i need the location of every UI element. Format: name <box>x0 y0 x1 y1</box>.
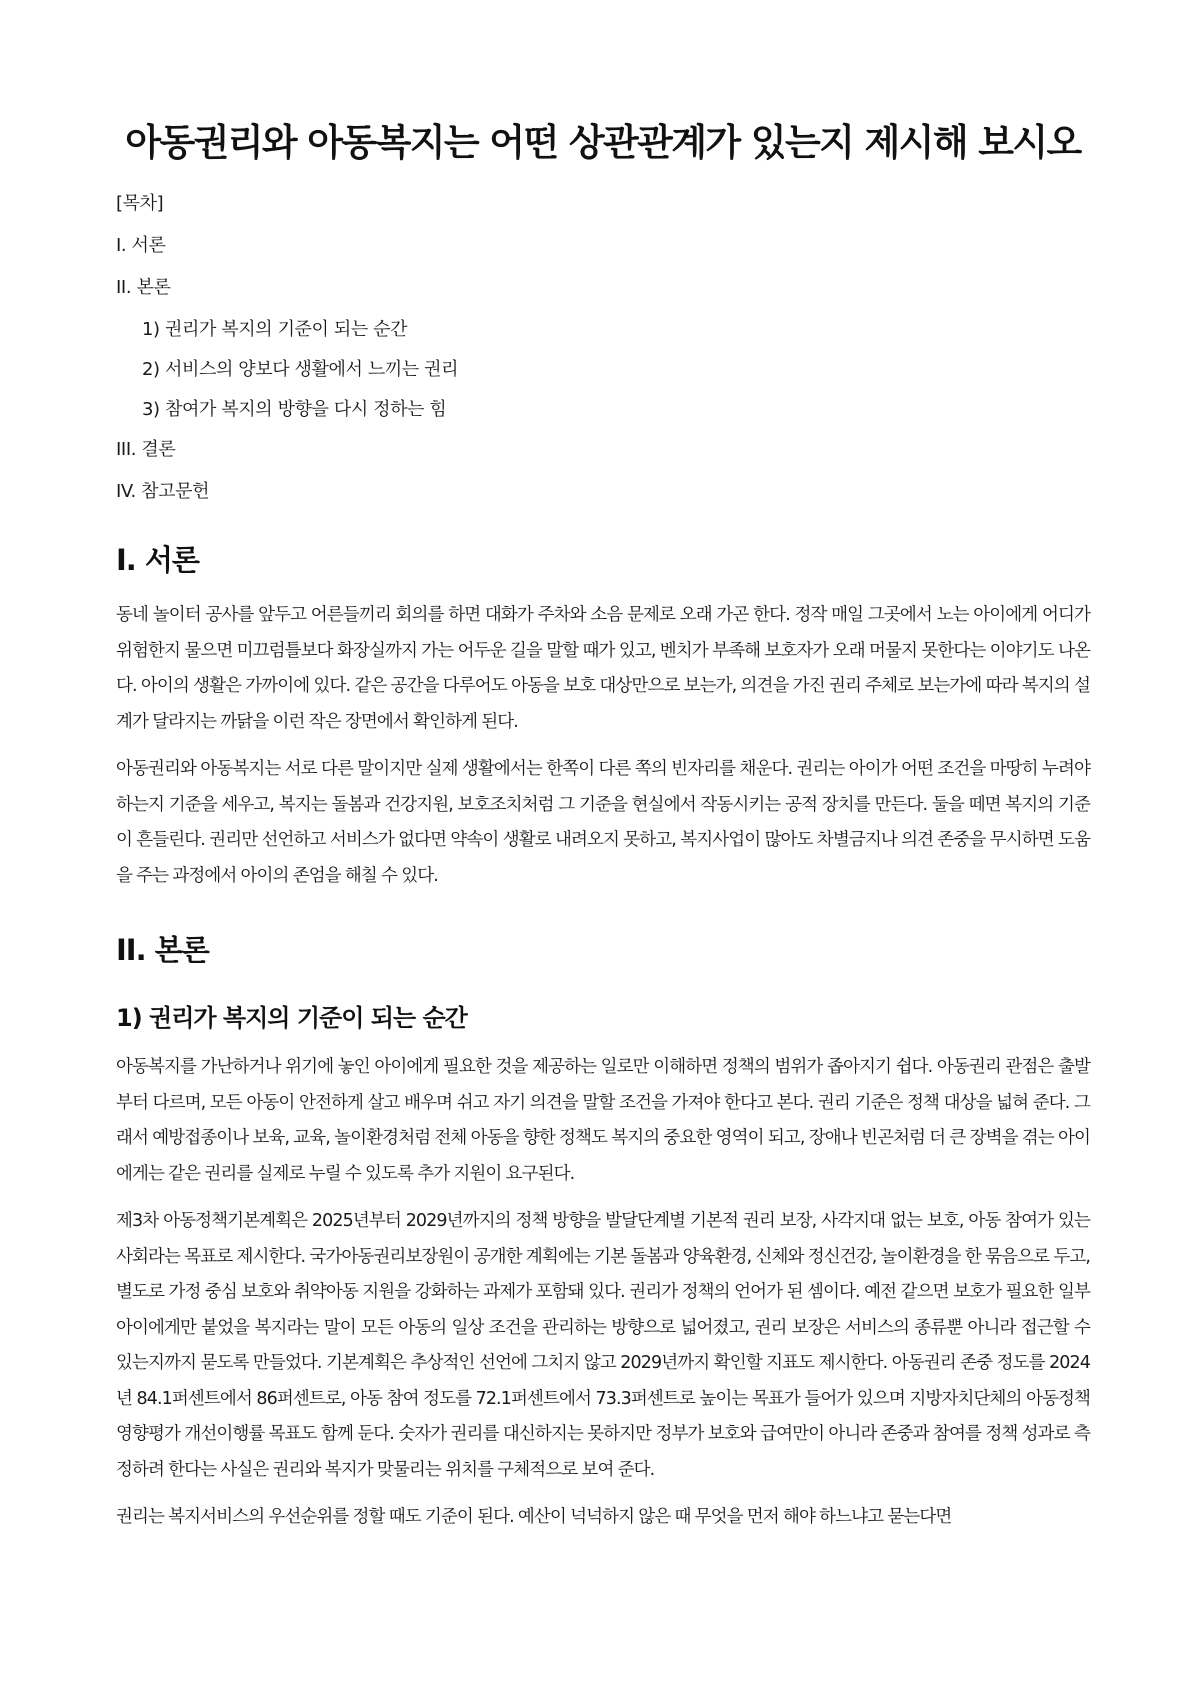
body-paragraph-3: 권리는 복지서비스의 우선순위를 정할 때도 기준이 된다. 예산이 넉넉하지 않은 때 무엇을 먼저 해야 하느냐고 묻는다면 <box>116 1507 952 1527</box>
toc-subitem-1: 1) 권리가 복지의 기준이 되는 순간 <box>142 319 408 340</box>
toc-subitem-2: 2) 서비스의 양보다 생활에서 느끼는 권리 <box>142 359 459 380</box>
document-title: 아동권리와 아동복지는 어떤 상관관계가 있는지 제시해 보시오 <box>125 121 1081 164</box>
toc-label: [목차] <box>116 193 164 214</box>
section-heading-introduction: I. 서론 <box>116 543 199 577</box>
intro-paragraph-2: 아동권리와 아동복지는 서로 다른 말이지만 실제 생활에서는 한쪽이 다른 쪽의 빈자리를 채운다. 권리는 아이가 어떤 조건을 마땅히 누려야 하는지 기준을 세우고, 복지는 돌봄과 건강지원, 보호조치처럼 그 기준을 현실에서 작동시키는 공적 장치를 만든다. 둘을 떼면 복지의 기준이 흔들린다. 권리만 선언하고 서비스가 없다면 약속이 생활로 내려오지 못하고, 복지사업이 많아도 차별금지나 의견 존중을 무시하면 도움을 주는 과정에서 아이의 존엄을 해칠 수 있다. <box>116 759 1090 886</box>
toc-item-introduction: I. 서론 <box>116 235 166 256</box>
toc-item-references: IV. 참고문헌 <box>116 481 210 502</box>
section-heading-main-body: II. 본론 <box>116 933 209 967</box>
intro-paragraph-1: 동네 놀이터 공사를 앞두고 어른들끼리 회의를 하면 대화가 주차와 소음 문제로 오래 가곤 한다. 정작 매일 그곳에서 노는 아이에게 어디가 위험한지 물으면 미끄럼틀보다 화장실까지 가는 어두운 길을 말할 때가 있고, 벤치가 부족해 보호자가 오래 머물지 못한다는 이야기도 나온다. 아이의 생활은 가까이에 있다. 같은 공간을 다루어도 아동을 보호 대상만으로 보는가, 의견을 가진 권리 주체로 보는가에 따라 복지의 설계가 달라지는 까닭을 이런 작은 장면에서 확인하게 된다. <box>116 605 1090 732</box>
body-paragraph-2: 제3차 아동정책기본계획은 2025년부터 2029년까지의 정책 방향을 발달단계별 기본적 권리 보장, 사각지대 없는 보호, 아동 참여가 있는 사회라는 목표로 제시한다. 국가아동권리보장원이 공개한 계획에는 기본 돌봄과 양육환경, 신체와 정신건강, 놀이환경을 한 묶음으로 두고, 별도로 가정 중심 보호와 취약아동 지원을 강화하는 과제가 포함돼 있다. 권리가 정책의 언어가 된 셈이다. 예전 같으면 보호가 필요한 일부 아이에게만 붙었을 복지라는 말이 모든 아동의 일상 조건을 관리하는 방향으로 넓어졌고, 권리 보장은 서비스의 종류뿐 아니라 접근할 수 있는지까지 묻도록 만들었다. 기본계획은 추상적인 선언에 그치지 않고 2029년까지 확인할 지표도 제시한다. 아동권리 존중 정도를 2024년 84.1퍼센트에서 86퍼센트로, 아동 참여 정도를 72.1퍼센트에서 73.3퍼센트로 높이는 목표가 들어가 있으며 지방자치단체의 아동정책영향평가 개선이행률 목표도 함께 둔다. 숫자가 권리를 대신하지는 못하지만 정부가 보호와 급여만이 아니라 존중과 참여를 정책 성과로 측정하려 한다는 사실은 권리와 복지가 맞물리는 위치를 구체적으로 보여 준다. <box>116 1211 1090 1480</box>
table-of-contents <box>116 192 1090 504</box>
body-paragraph-1: 아동복지를 가난하거나 위기에 놓인 아이에게 필요한 것을 제공하는 일로만 이해하면 정책의 범위가 좁아지기 쉽다. 아동권리 관점은 출발부터 다르며, 모든 아동이 안전하게 살고 배우며 쉬고 자기 의견을 말할 조건을 가져야 한다고 본다. 권리 기준은 정책 대상을 넓혀 준다. 그래서 예방접종이나 보육, 교육, 놀이환경처럼 전체 아동을 향한 정책도 복지의 중요한 영역이 되고, 장애나 빈곤처럼 더 큰 장벽을 겪는 아이에게는 같은 권리를 실제로 누릴 수 있도록 추가 지원이 요구된다. <box>116 1057 1090 1184</box>
subsection-heading-1: 1) 권리가 복지의 기준이 되는 순간 <box>116 1004 467 1032</box>
toc-subitem-3: 3) 참여가 복지의 방향을 다시 정하는 힘 <box>142 399 447 420</box>
toc-item-conclusion: III. 결론 <box>116 439 176 460</box>
toc-item-main-body: II. 본론 <box>116 277 171 298</box>
